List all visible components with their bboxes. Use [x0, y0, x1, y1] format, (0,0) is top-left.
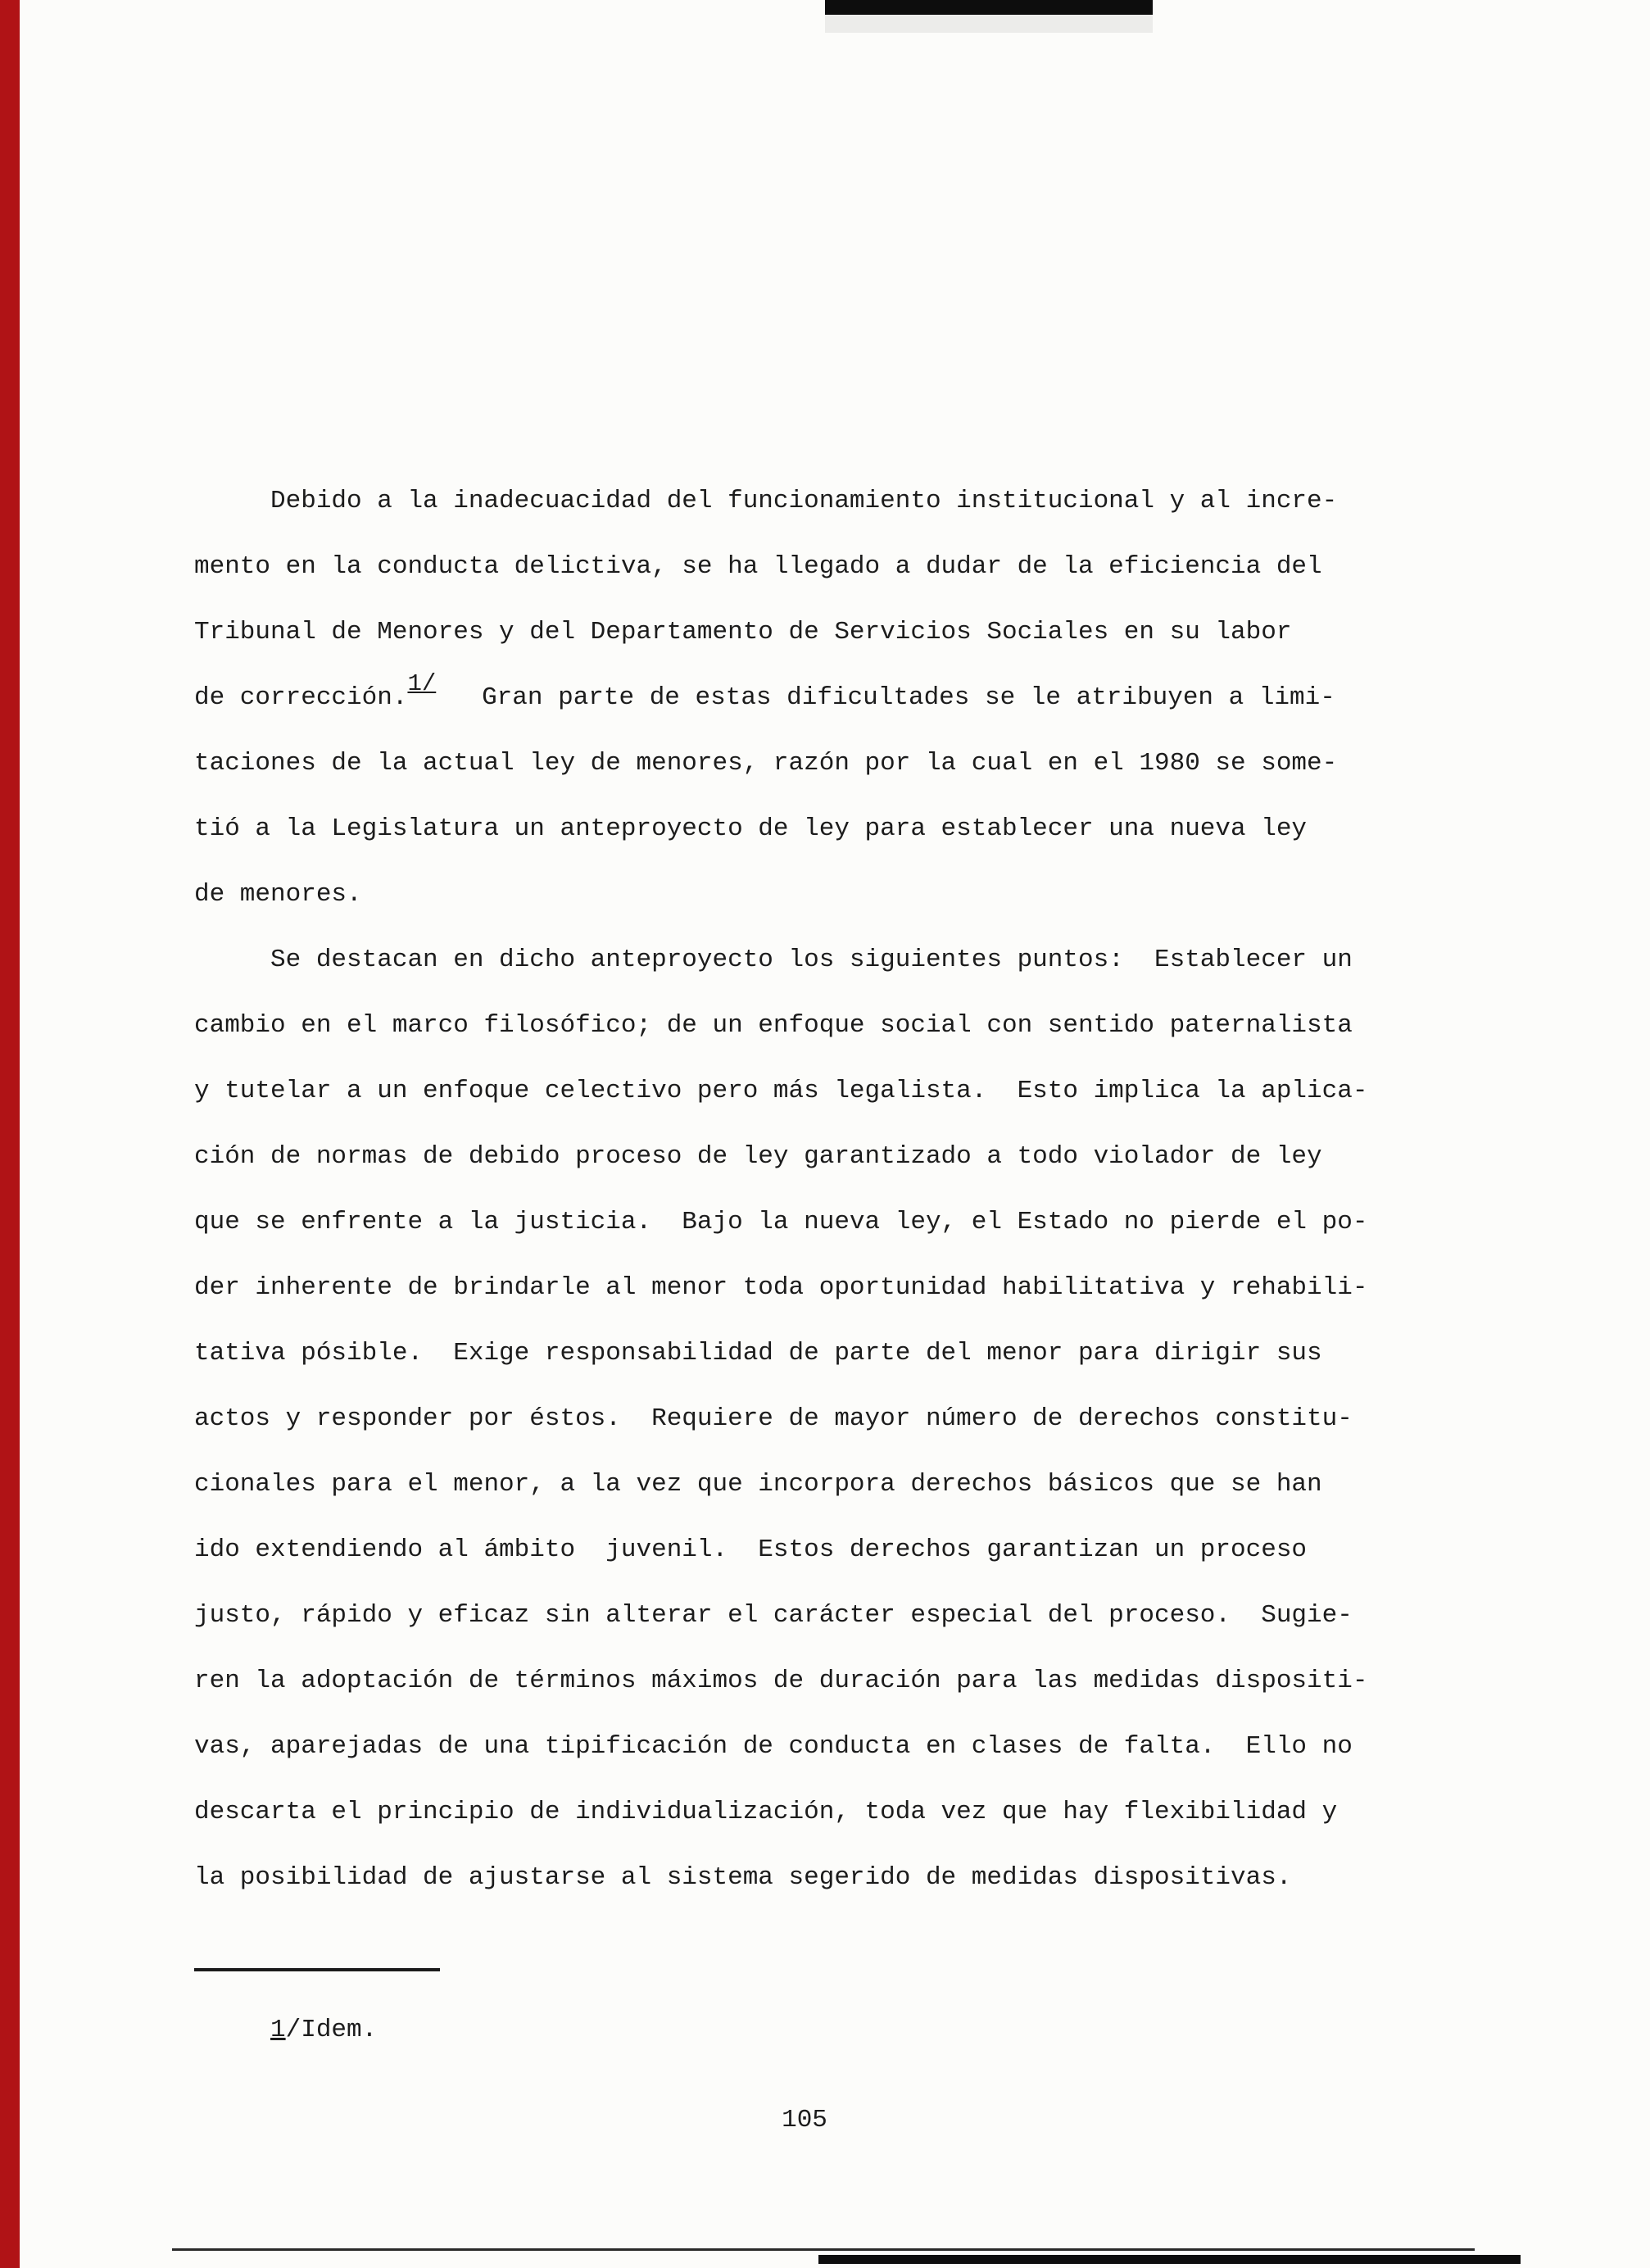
footnote-indent	[194, 2016, 270, 2044]
text-segment: de corrección.	[194, 683, 408, 712]
text-line: Tribunal de Menores y del Departamento de Servicios Sociales en su labor	[194, 618, 1292, 646]
text-line: justo, rápido y eficaz sin alterar el carácter especial del proceso. Sugie-	[194, 1601, 1353, 1630]
text-line: descarta el principio de individualización, toda vez que hay flexibilidad y	[194, 1798, 1338, 1826]
text-line: que se enfrente a la justicia. Bajo la nueva ley, el Estado no pierde el po-	[194, 1208, 1368, 1236]
page-number: 105	[782, 2106, 827, 2134]
paragraph-2	[194, 928, 1423, 1911]
text-line: y tutelar a un enfoque celectivo pero más legalista. Esto implica la aplica-	[194, 1077, 1368, 1105]
text-line: Se destacan en dicho anteproyecto los siguientes puntos: Establecer un	[194, 946, 1353, 974]
text-line: mento en la conducta delictiva, se ha llegado a dudar de la eficiencia del	[194, 552, 1322, 581]
paragraph-1	[194, 469, 1423, 928]
footnote-separator	[194, 1968, 440, 1971]
text-segment: Gran parte de estas dificultades se le atribuyen a limi-	[436, 683, 1335, 712]
scan-red-edge-strip	[0, 0, 20, 2268]
scan-mark-top-shadow	[825, 15, 1153, 33]
footnote-number: 1	[270, 2016, 286, 2044]
text-line: cionales para el menor, a la vez que incorpora derechos básicos que se han	[194, 1470, 1322, 1499]
text-line: der inherente de brindarle al menor toda oportunidad habilitativa y rehabili-	[194, 1273, 1368, 1302]
text-line: cambio en el marco filosófico; de un enfoque social con sentido paternalista	[194, 1011, 1353, 1040]
text-line: ción de normas de debido proceso de ley garantizado a todo violador de ley	[194, 1142, 1322, 1171]
text-line: ido extendiendo al ámbito juvenil. Estos derechos garantizan un proceso	[194, 1535, 1308, 1564]
text-block	[194, 469, 1423, 1911]
text-line: la posibilidad de ajustarse al sistema segerido de medidas dispositivas.	[194, 1863, 1292, 1892]
text-line: ren la adoptación de términos máximos de duración para las medidas dispositi-	[194, 1667, 1368, 1695]
scan-mark-bottom-line	[172, 2248, 1475, 2251]
text-line: Debido a la inadecuacidad del funcionamiento institucional y al incre-	[194, 487, 1338, 515]
text-line: actos y responder por éstos. Requiere de mayor número de derechos constitu-	[194, 1404, 1353, 1433]
text-line: taciones de la actual ley de menores, razón por la cual en el 1980 se some-	[194, 749, 1338, 778]
scan-mark-top	[825, 0, 1153, 15]
text-line: tativa pósible. Exige responsabilidad de parte del menor para dirigir sus	[194, 1339, 1322, 1368]
text-line: vas, aparejadas de una tipificación de conducta en clases de falta. Ello no	[194, 1732, 1353, 1761]
text-line: tió a la Legislatura un anteproyecto de ley para establecer una nueva ley	[194, 814, 1308, 843]
text-line	[194, 665, 1423, 731]
scan-mark-bottom-bar	[818, 2255, 1521, 2264]
footnote-text: /Idem.	[285, 2016, 378, 2044]
footnote	[194, 1998, 377, 2063]
text-line: de menores.	[194, 880, 362, 909]
footnote-marker: 1/	[407, 670, 437, 697]
